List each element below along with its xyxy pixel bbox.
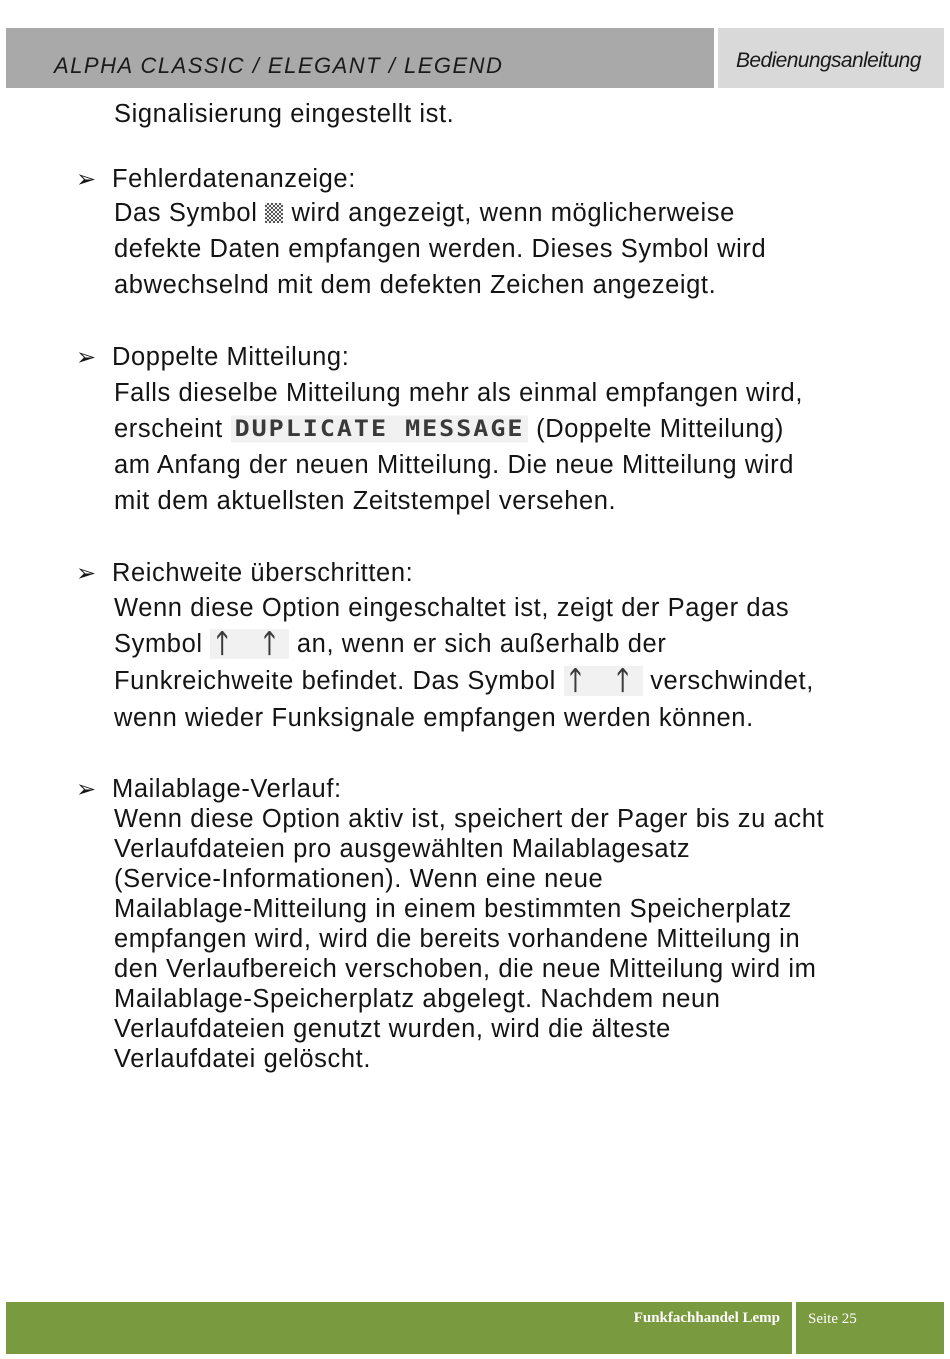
footer-page-bar xyxy=(796,1302,944,1354)
paragraph-line: Falls dieselbe Mitteilung mehr als einmal empfangen wird, xyxy=(114,379,804,407)
paragraph-line: Mailablage-Mitteilung in einem bestimmten Speicherplatz xyxy=(114,895,792,923)
paragraph-line: Wenn diese Option aktiv ist, speichert der Pager bis zu acht xyxy=(114,805,825,833)
bullet-arrow-icon: ➢ xyxy=(76,560,97,587)
paragraph-line: Mailablage-Speicherplatz abgelegt. Nachdem neun xyxy=(114,985,721,1013)
paragraph-line xyxy=(114,198,735,228)
text-fragment: Symbol xyxy=(114,630,203,658)
intro-line: Signalisierung eingestellt ist. xyxy=(114,100,455,128)
section-heading-text: Fehlerdatenanzeige: xyxy=(112,165,356,193)
text-fragment: erscheint xyxy=(114,415,223,443)
paragraph-line: Verlaufdateien genutzt wurden, wird die älteste xyxy=(114,1015,671,1043)
section-heading-fehlerdaten xyxy=(76,164,356,195)
paragraph-line: Verlaufdateien pro ausgewählten Mailablagesatz xyxy=(114,835,691,863)
paragraph-line: (Service-Informationen). Wenn eine neue xyxy=(114,865,604,893)
footer-company-bar xyxy=(6,1302,792,1354)
paragraph-line xyxy=(114,666,814,696)
bullet-arrow-icon: ➢ xyxy=(76,776,97,803)
text-fragment: (Doppelte Mitteilung) xyxy=(536,415,785,443)
paragraph-line: defekte Daten empfangen werden. Dieses Symbol wird xyxy=(114,235,767,263)
out-of-range-antenna-icon: ᛏ ᛏ xyxy=(564,666,643,696)
paragraph-line: Wenn diese Option eingeschaltet ist, zeigt der Pager das xyxy=(114,594,790,622)
section-heading-doppelte-mitteilung xyxy=(76,342,349,373)
header-subtitle-bar xyxy=(718,28,944,88)
paragraph-line: empfangen wird, wird die bereits vorhandene Mitteilung in xyxy=(114,925,801,953)
section-heading-reichweite xyxy=(76,558,413,589)
bullet-arrow-icon: ➢ xyxy=(76,344,97,371)
header-title: ALPHA CLASSIC / ELEGANT / LEGEND xyxy=(54,53,504,78)
header-subtitle: Bedienungsanleitung xyxy=(736,49,921,72)
out-of-range-antenna-icon: ᛏ ᛏ xyxy=(210,629,289,659)
page-number: Seite 25 xyxy=(808,1311,857,1327)
header-title-bar xyxy=(6,28,714,88)
text-fragment: Funkreichweite befindet. Das Symbol xyxy=(114,667,556,695)
duplicate-message-lcd-label: DUPLICATE MESSAGE xyxy=(231,416,529,443)
paragraph-line: mit dem aktuellsten Zeitstempel versehen. xyxy=(114,487,617,515)
bullet-arrow-icon: ➢ xyxy=(76,166,97,193)
footer-company: Funkfachhandel Lemp xyxy=(633,1310,780,1326)
paragraph-line: wenn wieder Funksignale empfangen werden können. xyxy=(114,704,754,732)
paragraph-line: den Verlaufbereich verschoben, die neue Mitteilung wird im xyxy=(114,955,817,983)
section-heading-text: Reichweite überschritten: xyxy=(112,559,414,587)
paragraph-line: am Anfang der neuen Mitteilung. Die neue Mitteilung wird xyxy=(114,451,794,479)
section-heading-text: Doppelte Mitteilung: xyxy=(112,343,350,371)
text-fragment: Das Symbol xyxy=(114,199,258,227)
defective-data-symbol-icon xyxy=(265,203,283,223)
paragraph-line xyxy=(114,414,784,444)
text-fragment: an, wenn er sich außerhalb der xyxy=(296,630,667,658)
text-fragment: wird angezeigt, wenn möglicherweise xyxy=(291,199,735,227)
section-heading-mailablage-verlauf xyxy=(76,774,342,805)
section-heading-text: Mailablage-Verlauf: xyxy=(112,775,342,803)
text-fragment: verschwindet, xyxy=(650,667,814,695)
paragraph-line: abwechselnd mit dem defekten Zeichen angezeigt. xyxy=(114,271,717,299)
page-header xyxy=(6,28,944,88)
paragraph-line xyxy=(114,629,666,659)
paragraph-line: Verlaufdatei gelöscht. xyxy=(114,1045,372,1073)
